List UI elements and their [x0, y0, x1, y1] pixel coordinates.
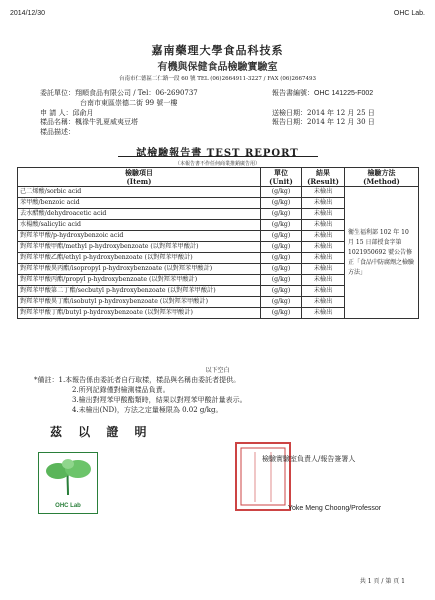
result-cell: 未檢出: [302, 231, 345, 242]
applicant-value: 邱俞月: [72, 109, 94, 117]
official-seal-stamp: [235, 442, 291, 511]
certification-statement: 茲 以 證 明: [50, 425, 153, 439]
report-subtitle: （本報告書不作任何商業推銷廣告用）: [174, 161, 260, 167]
unit-cell: (g/kg): [261, 220, 302, 231]
unit-cell: (g/kg): [261, 198, 302, 209]
header-method-zh: 檢驗方法: [367, 168, 396, 177]
result-cell: 未檢出: [302, 220, 345, 231]
item-cell: 對羥苯甲酸異丁酯/isobutyl p-hydroxybenzoate (以對羥苯甲酸計): [18, 297, 261, 308]
item-cell: 對羥苯甲酸/p-hydroxybenzoic acid: [18, 231, 261, 242]
result-cell: 未檢出: [302, 198, 345, 209]
item-cell: 己二烯酸/sorbic acid: [18, 187, 261, 198]
header-result-en: (Result): [307, 177, 339, 186]
sample-name-value: 楓祿牛乳夏威夷豆塔: [75, 118, 138, 126]
result-cell: 未檢出: [302, 264, 345, 275]
item-cell: 去水醋酸/dehydroacetic acid: [18, 209, 261, 220]
result-cell: 未檢出: [302, 275, 345, 286]
header-unit-zh: 單位: [274, 168, 288, 177]
unit-cell: (g/kg): [261, 264, 302, 275]
report-date-header: 2014/12/30: [10, 10, 46, 17]
received-value: 2014 年 12 月 25 日: [307, 109, 375, 117]
sample-name-row: [40, 118, 138, 127]
unit-cell: (g/kg): [261, 297, 302, 308]
table-row: [18, 187, 419, 198]
sprout-icon: [40, 455, 96, 499]
applicant-row: [40, 109, 93, 118]
results-table: [17, 167, 419, 319]
note-1: *備註：1.本報告係由委託者自行取樣，樣品與名稱由委託者提供。: [34, 376, 241, 384]
end-of-table-mark: 以下空白: [205, 367, 230, 374]
signatory-title: 檢驗實驗室負責人/報告簽署人: [262, 455, 356, 463]
header-method: [345, 168, 419, 187]
result-cell: 未檢出: [302, 297, 345, 308]
result-cell: 未檢出: [302, 286, 345, 297]
report-no-row: [272, 89, 373, 98]
client-value: 翔順食品有限公司 / Tel：06-2690737: [75, 89, 198, 97]
header-item: [18, 168, 261, 187]
header-unit-en: (Unit): [269, 177, 293, 186]
header-result: [302, 168, 345, 187]
item-cell: 對羥苯甲酸甲酯/methyl p-hydroxybenzoate (以對羥苯甲酸計): [18, 242, 261, 253]
report-no-label: 報告書編號：: [272, 89, 314, 97]
table-header-row: [18, 168, 419, 187]
page-indicator: 共 1 頁 / 第 頁 1: [359, 578, 405, 585]
header-item-en: (Item): [126, 177, 152, 186]
lab-address: 台南市仁德區二仁路一段 60 號 TEL (06)2664911-3227 / FAX (06)2667493: [118, 76, 317, 82]
unit-cell: (g/kg): [261, 308, 302, 319]
unit-cell: (g/kg): [261, 242, 302, 253]
signatory-name: Yoke Meng Choong/Professor: [288, 505, 382, 512]
unit-cell: (g/kg): [261, 286, 302, 297]
client-row: [40, 89, 198, 98]
method-cell: 衛生福利部 102 年 10 月 15 日部授食字第 1021950692 號公告修正「食品中防腐劑之檢驗方法」: [345, 187, 419, 319]
lab-name: 有機與保健食品檢驗實驗室: [157, 62, 278, 73]
brand-header: OHC Lab.: [393, 10, 425, 17]
item-cell: 對羥苯甲酸異丙酯/isopropyl p-hydroxybenzoate (以對羥苯甲酸計): [18, 264, 261, 275]
sample-desc-label: 樣品描述：: [40, 128, 75, 136]
result-cell: 未檢出: [302, 187, 345, 198]
sample-desc-row: [40, 128, 75, 137]
item-cell: 水楊酸/salicylic acid: [18, 220, 261, 231]
reported-row: [272, 118, 375, 127]
result-cell: 未檢出: [302, 209, 345, 220]
header-method-en: (Method): [363, 177, 400, 186]
logo-text: OHC Lab: [55, 503, 81, 509]
note-4: 4.未檢出(ND)，方法之定量極限為 0.02 g/kg。: [72, 406, 223, 414]
ohc-lab-logo: [38, 452, 98, 514]
unit-cell: (g/kg): [261, 253, 302, 264]
unit-cell: (g/kg): [261, 187, 302, 198]
received-row: [272, 109, 375, 118]
result-cell: 未檢出: [302, 242, 345, 253]
reported-label: 報告日期：: [272, 118, 307, 126]
header-result-zh: 結果: [316, 168, 330, 177]
received-label: 送檢日期：: [272, 109, 307, 117]
university-name: 嘉南藥理大學食品科技系: [151, 44, 284, 57]
note-3: 3.檢出對羥苯甲酸酯類時，結果以對羥苯甲酸計量表示。: [72, 396, 247, 404]
client-label: 委託單位：: [40, 89, 75, 97]
item-cell: 對羥苯甲酸丙酯/propyl p-hydroxybenzoate (以對羥苯甲酸計): [18, 275, 261, 286]
unit-cell: (g/kg): [261, 209, 302, 220]
item-cell: 對羥苯甲酸第二丁酯/secbutyl p-hydroxybenzoate (以對羥苯甲酸計): [18, 286, 261, 297]
sample-name-label: 樣品名稱：: [40, 118, 75, 126]
unit-cell: (g/kg): [261, 275, 302, 286]
applicant-label: 申 請 人：: [40, 109, 73, 117]
note-2: 2.所列記錄僅對檢測樣品負責。: [72, 386, 170, 394]
header-item-zh: 檢驗項目: [125, 168, 153, 177]
item-cell: 對羥苯甲酸丁酯/butyl p-hydroxybenzoate (以對羥苯甲酸計): [18, 308, 261, 319]
report-no-value: OHC 141225-F002: [314, 90, 374, 97]
reported-value: 2014 年 12 月 30 日: [307, 118, 375, 126]
title-underline: [118, 156, 318, 157]
result-cell: 未檢出: [302, 253, 345, 264]
header-unit: [261, 168, 302, 187]
result-cell: 未檢出: [302, 308, 345, 319]
item-cell: 對羥苯甲酸乙酯/ethyl p-hydroxybenzoate (以對羥苯甲酸計): [18, 253, 261, 264]
report-title: 試檢驗報告書 TEST REPORT: [136, 148, 299, 159]
unit-cell: (g/kg): [261, 231, 302, 242]
item-cell: 苯甲酸/benzoic acid: [18, 198, 261, 209]
client-address: 台南市東區崇德二街 99 號一樓: [80, 99, 178, 107]
